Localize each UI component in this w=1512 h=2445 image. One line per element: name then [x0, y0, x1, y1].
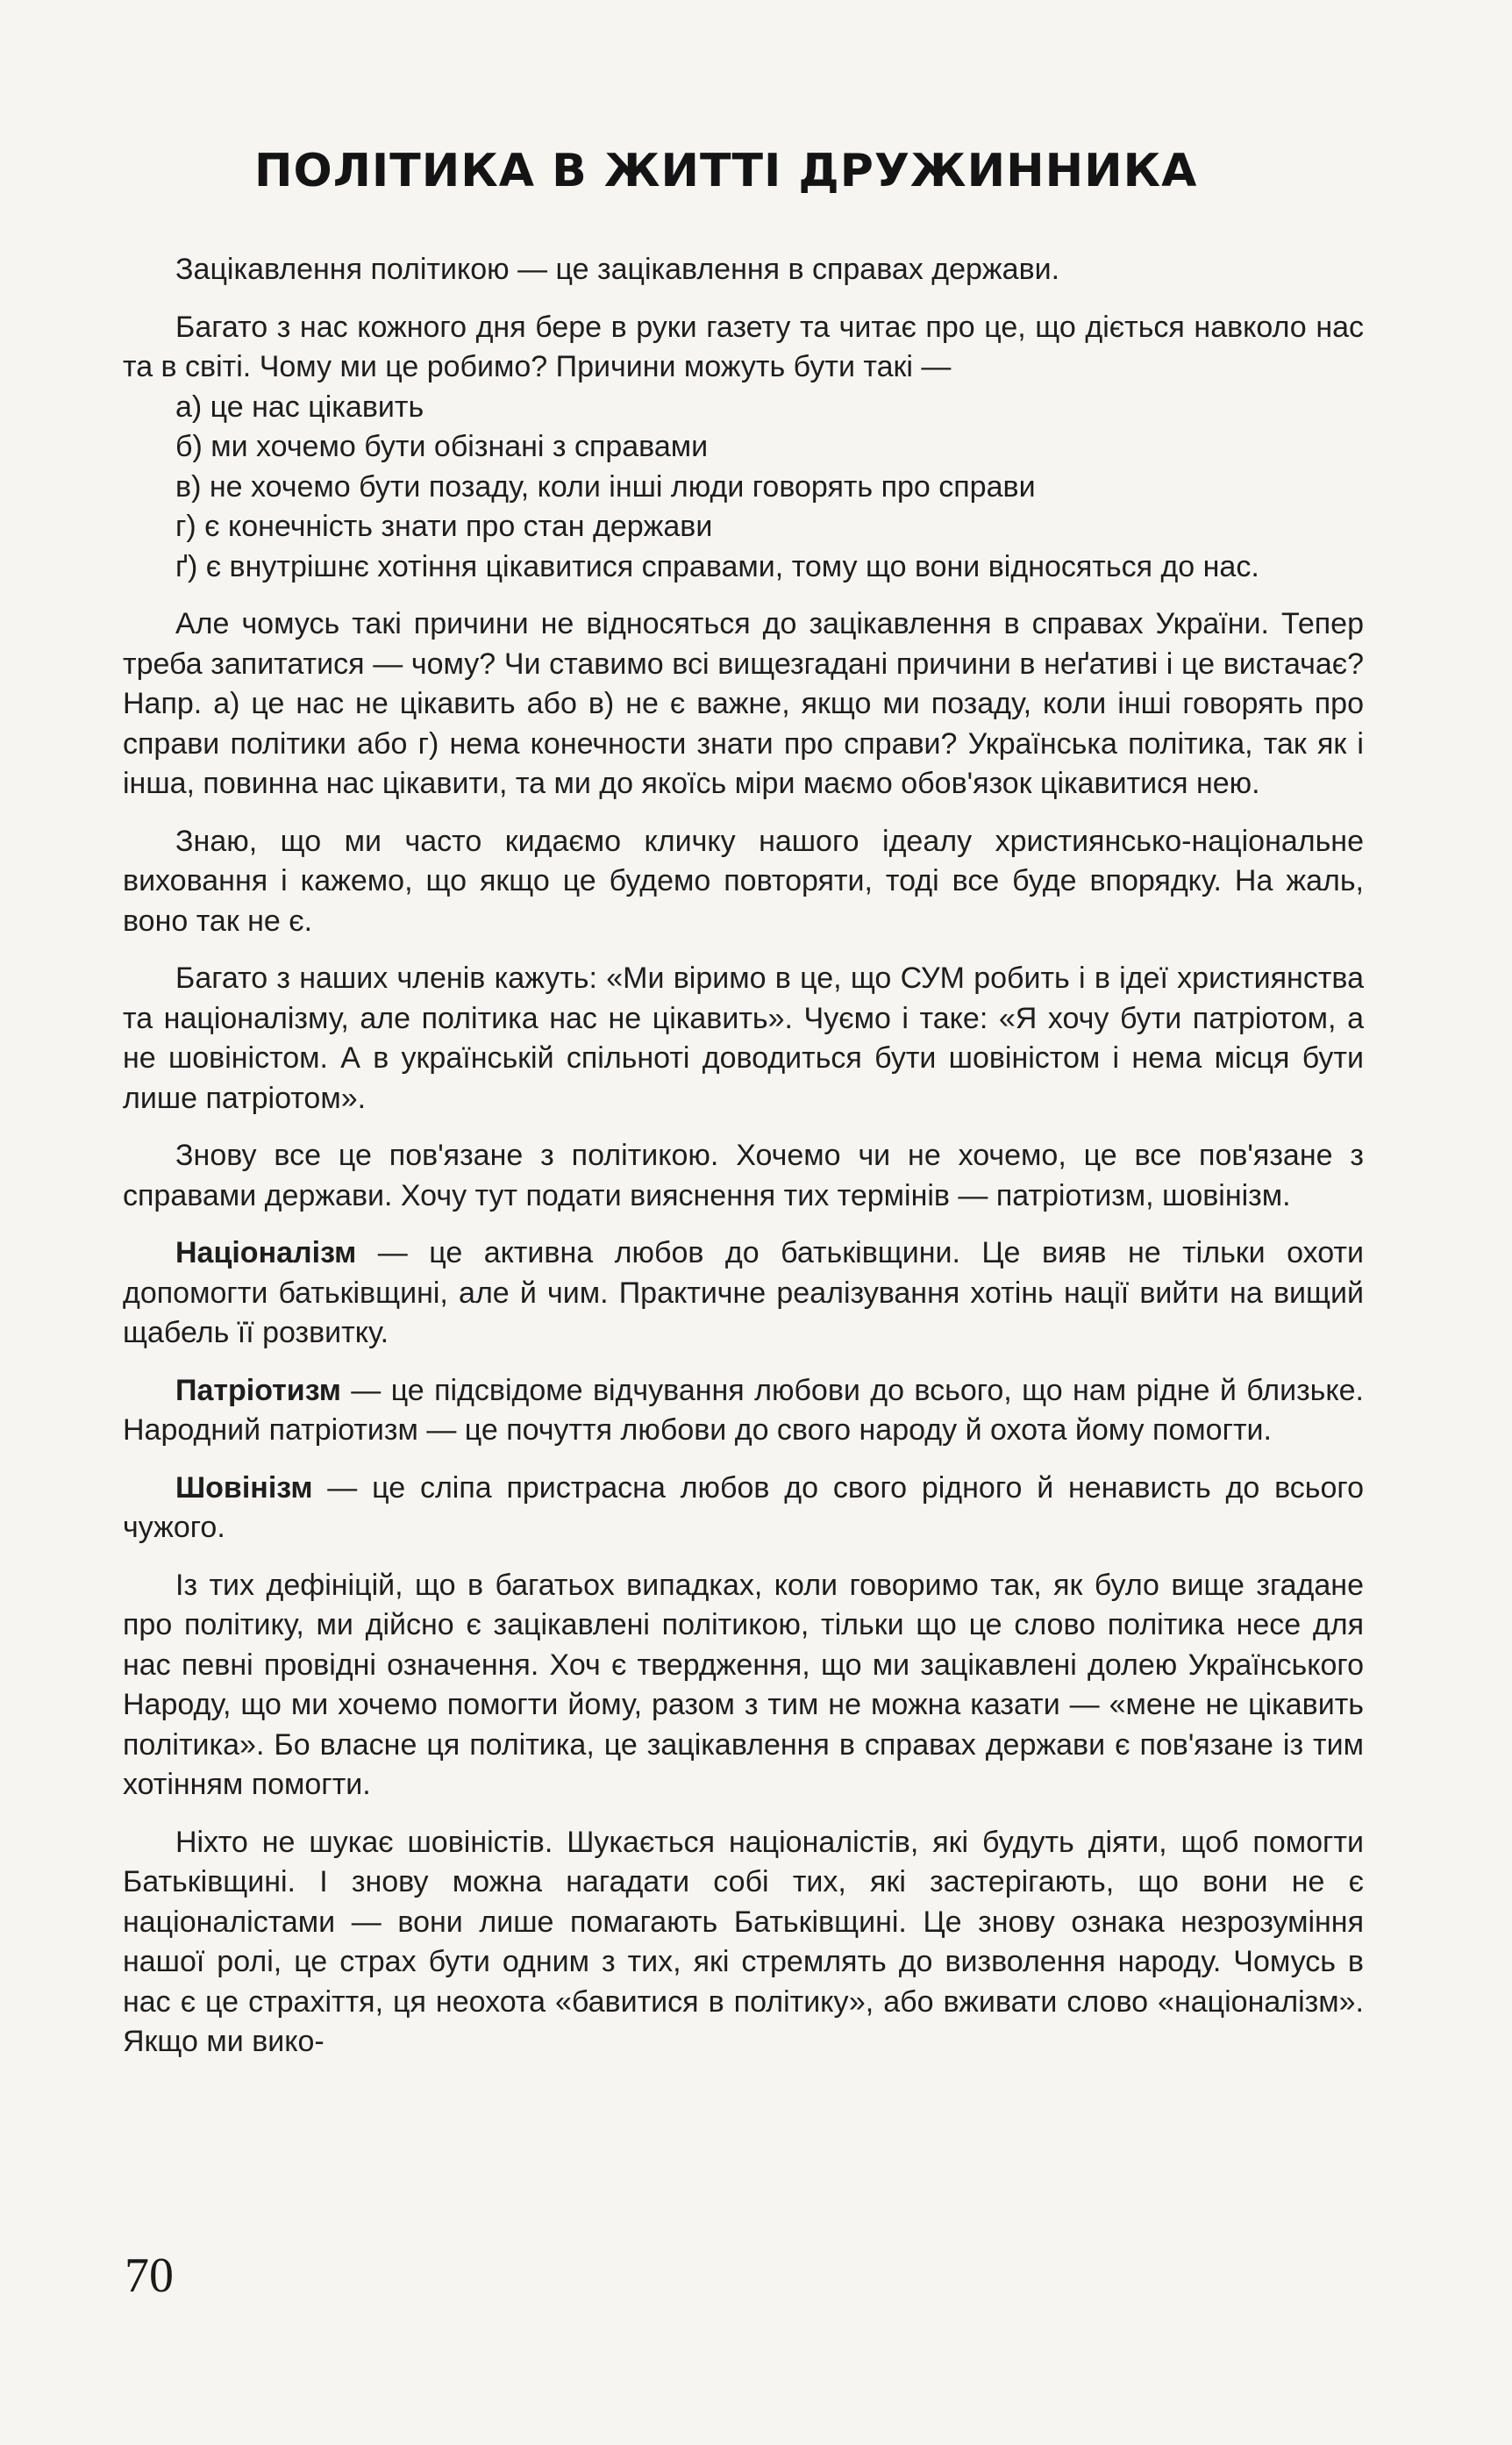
- page-content: [123, 145, 1364, 2080]
- page-title: ПОЛІТИКА В ЖИТТІ ДРУЖИННИКА: [254, 145, 1198, 197]
- definition-term: Націоналізм: [175, 1236, 357, 1269]
- list-item: г) є конечність знати про стан держави: [175, 510, 713, 543]
- definition-text: — це підсвідоме відчування любови до всього, що нам рідне й близьке. Народний патріотизм — це почуття любови до свого народу й охота йому помогти.: [123, 1373, 1364, 1447]
- list-item: в) не хочемо бути позаду, коли інші люди говорять про справи: [175, 469, 1036, 504]
- body-paragraph-5: Багато з наших членів кажуть: «Ми віримо в це, що СУМ робить і в ідеї християнства та націоналізму, але політика нас не цікавить». Чуємо і таке: «Я хочу бути патріотом, а не шовіністом. А в українській спільноті доводиться бути шовіністом і нема місця бути лише патріотом».: [123, 962, 1364, 1115]
- closing-paragraph-8: Ніхто не шукає шовіністів. Шукається націоналістів, які будуть діяти, щоб помогти Батьківщині. І знову можна нагадати собі тих, які застерігають, що вони не є націоналістами — вони лише помагають Батьківщині. Це знову ознака незрозуміння нашої ролі, це страх бути одним з тих, які стремлять до визволення народу. Чомусь в нас є це страхіття, ця неохота «бавитися в політику», або вживати слово «націоналізм». Якщо ми вико-: [123, 1825, 1364, 2058]
- body-paragraph-4: Знаю, що ми часто кидаємо кличку нашого ідеалу християнсько-національне виховання і кажемо, що якщо це будемо повторяти, тоді все буде впорядку. На жаль, воно так не є.: [123, 824, 1364, 938]
- definition-text: — це сліпа пристрасна любов до свого рідного й ненависть до всього чужого.: [123, 1470, 1364, 1544]
- list-item: ґ) є внутрішнє хотіння цікавитися справами, тому що вони відносяться до нас.: [175, 549, 1259, 583]
- reasons-list: [123, 388, 1364, 588]
- definition-term: Шовінізм: [175, 1470, 313, 1505]
- body-paragraph-6: Знову все це пов'язане з політикою. Хочемо чи не хочемо, це все пов'язане з справами держави. Хочу тут подати вияснення тих термінів — патріотизм, шовінізм.: [123, 1139, 1364, 1212]
- definition-chauvinism: [123, 1469, 1364, 1548]
- definition-patriotism: [123, 1371, 1364, 1451]
- definition-nationalism: [123, 1233, 1364, 1354]
- list-item: а) це нас цікавить: [175, 390, 424, 424]
- closing-paragraph-7: Із тих дефініцій, що в багатьох випадках, коли говоримо так, як було вище згадане про політику, ми дійсно є зацікавлені політикою, тільки що це слово політика несе для нас певні провідні означення. Хоч є твердження, що ми зацікавлені долею Українського Народу, що ми хочемо помогти йому, разом з тим не можна казати — «мене не цікавить політика». Бо власне ця політика, це зацікавлення в справах держави є пов'язане із тим хотінням помогти.: [123, 1568, 1364, 1801]
- intro-paragraph-2: Багато з нас кожного дня бере в руки газету та читає про це, що діється навколо нас та в світі. Чому ми це робимо? Причини можуть бути такі —: [123, 310, 1364, 383]
- page-number: 70: [125, 2248, 174, 2303]
- intro-paragraph-1: Зацікавлення політикою — це зацікавлення в справах держави.: [175, 253, 1060, 286]
- list-item: б) ми хочемо бути обізнані з справами: [175, 430, 709, 463]
- definition-text: — це активна любов до батьківщини. Це вияв не тільки охоти допомогти батьківщині, але й чим. Практичне реалізування хотінь нації вийти на вищий щабель її розвитку.: [123, 1236, 1364, 1349]
- body-paragraph-3: Але чомусь такі причини не відносяться до зацікавлення в справах України. Тепер треба запитатися — чому? Чи ставимо всі вищезгадані причини в неґативі і це вистачає? Напр. а) це нас не цікавить або в) не є важне, якщо ми позаду, коли інші говорять про справи політики або г) нема конечности знати про справи? Українська політика, так як і інша, повинна нас цікавити, та ми до якоїсь міри маємо обов'язок цікавитися нею.: [123, 607, 1364, 800]
- definition-term: Патріотизм: [175, 1373, 341, 1407]
